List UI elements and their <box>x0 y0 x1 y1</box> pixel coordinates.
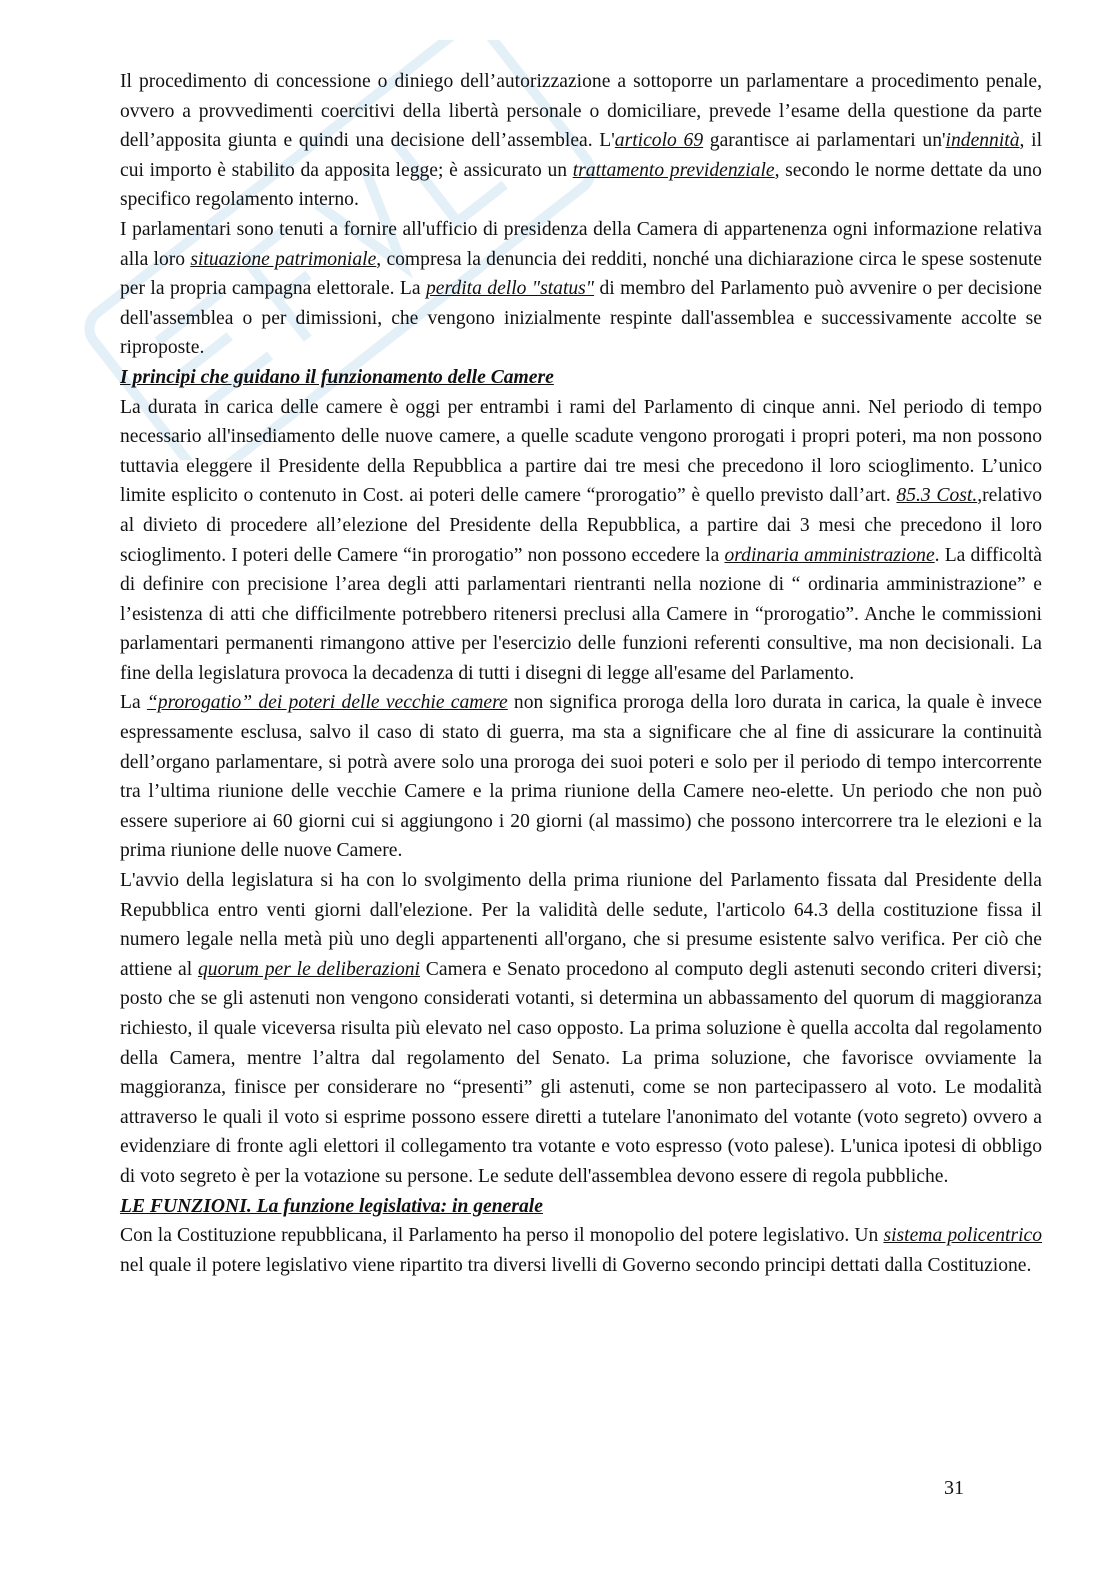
text-run: garantisce ai parlamentari un' <box>703 130 946 152</box>
text-run: ,relativo al divieto di procedere all’elezione del Presidente della Repubblica, a partire dai 3 mesi che precedono il loro scioglimento. I poteri delle Camere “in prorogatio” non possono eccedere la <box>120 485 1042 566</box>
link-sistema-policentrico[interactable]: sistema policentrico <box>883 1225 1043 1247</box>
text-run: La durata in carica delle camere è oggi per entrambi i rami del Parlamento di cinque anni. Nel periodo di tempo necessario all'insediamento delle nuove camere, a quelle scadute vengono prorogati i propri poteri, ma non possono tuttavia eleggere il Presidente della Repubblica a partire dai tre mesi che precedono il loro scioglimento. L’unico limite esplicito o contenuto in Cost. ai poteri delle camere “prorogatio” è quello previsto dall’art. <box>120 396 1042 507</box>
paragraph-prorogatio <box>120 688 1042 866</box>
paragraph-autorizzazione <box>120 67 1042 215</box>
text-run: I parlamentari sono tenuti a fornire all'ufficio di presidenza della Camera di appartenenza ogni informazione relativa alla loro <box>120 218 1042 270</box>
text-run: non significa proroga della loro durata in carica, la quale è invece espressamente esclusa, salvo il caso di stato di guerra, ma sta a significare che al fine di assicurare la continuità dell’organo parlamentare, si potrà avere solo una proroga dei suoi poteri e solo per il periodo di tempo intercorrente tra l’ultima riunione delle vecchie Camere e la prima riunione della Camere neo-elette. Un periodo che non può essere superiore ai 60 giorni cui si aggiungono i 20 giorni (al massimo) che possono intercorrere tra le elezioni e la prima riunione delle nuove Camere. <box>120 692 1042 862</box>
link-situazione-patrimoniale[interactable]: situazione patrimoniale <box>190 248 377 270</box>
text-run: di membro del Parlamento può avvenire o per decisione dell'assemblea o per dimissioni, che vengono inizialmente respinte dall'assemblea e successivamente accolte se riproposte. <box>120 278 1042 359</box>
text-run: La <box>120 692 147 714</box>
link-prorogatio-poteri[interactable]: “prorogatio” dei poteri delle vecchie camere <box>146 692 508 714</box>
link-quorum-deliberazioni[interactable]: quorum per le deliberazioni <box>197 958 420 980</box>
paragraph-durata-camere <box>120 393 1042 689</box>
document-body <box>120 67 1042 1280</box>
text-run: . La difficoltà di definire con precisione l’area degli atti parlamentari rientranti nella nozione di “ ordinaria amministrazione” e l’esistenza di atti che difficilmente potrebbero ritenersi preclusi alla Camere in “prorogatio”. Anche le commissioni parlamentari permanenti rimangono attive per l'esercizio delle funzioni referenti consultive, ma non decisionali. La fine della legislatura provoca la decadenza di tutti i disegni di legge all'esame del Parlamento. <box>120 544 1042 684</box>
link-art-85-3[interactable]: 85.3 Cost. <box>896 485 978 507</box>
text-run: , il cui importo è stabilito da apposita legge; è assicurato un <box>120 130 1043 181</box>
link-trattamento-previdenziale[interactable]: trattamento previdenziale <box>572 159 775 181</box>
link-articolo-69[interactable]: articolo 69 <box>614 130 704 152</box>
link-perdita-status[interactable]: perdita dello "status" <box>426 278 595 300</box>
text-run: Camera e Senato procedono al computo degli astenuti secondo criteri diversi; posto che se gli astenuti non vengono considerati votanti, si determina un abbassamento del quorum di maggioranza richiesto, il quale viceversa risulta più elevato nel caso opposto. La prima soluzione è quella accolta dal regolamento della Camera, mentre l’altra dal regolamento del Senato. La prima soluzione, che favorisce ovviamente la maggioranza, finisce per considerare no “presenti” gli astenuti, come se non partecipassero al voto. Le modalità attraverso le quali il voto si esprime possono essere diretti a tutelare l'anonimato del votante (voto segreto) ovvero a evidenziare di fronte agli elettori il collegamento tra votante e voto espresso (voto palese). L'unica ipotesi di obbligo di voto segreto è per la votazione su persone. Le sedute dell'assemblea devono essere di regola pubbliche. <box>120 958 1043 1187</box>
paragraph-situazione-patrimoniale <box>120 215 1042 363</box>
section-heading-funzioni: LE FUNZIONI. La funzione legislativa: in generale <box>120 1195 543 1217</box>
text-run: nel quale il potere legislativo viene ripartito tra diversi livelli di Governo secondo principi dettati dalla Costituzione. <box>120 1254 1032 1276</box>
link-ordinaria-amministrazione[interactable]: ordinaria amministrazione <box>724 544 935 566</box>
section-heading-principi: I principi che guidano il funzionamento delle Camere <box>120 366 554 388</box>
link-indennita[interactable]: indennità <box>945 130 1020 152</box>
text-run: , secondo le norme dettate da uno specifico regolamento interno. <box>120 159 1042 211</box>
text-run: L'avvio della legislatura si ha con lo svolgimento della prima riunione del Parlamento fissata dal Presidente della Repubblica entro venti giorni dall'elezione. Per la validità delle sedute, l'articolo 64.3 della costituzione fissa il numero legale nella metà più uno degli appartenenti all'organo, che si presume esistente salvo verifica. Per ciò che attiene al <box>120 870 1042 980</box>
text-run: Il procedimento di concessione o diniego dell’autorizzazione a sottoporre un parlamentare a procedimento penale, ovvero a provvedimenti coercitivi della libertà personale o domiciliare, prevede l’esame della questione da parte dell’apposita giunta e quindi una decisione dell’assemblea. L' <box>120 71 1042 152</box>
page-number: 31 <box>944 1477 964 1499</box>
text-run: , compresa la denuncia dei redditi, nonché una dichiarazione circa le spese sostenute per la propria campagna elettorale. La <box>120 248 1043 300</box>
paragraph-avvio-legislatura <box>120 866 1042 1192</box>
paragraph-funzione-legislativa <box>120 1221 1042 1280</box>
text-run: Con la Costituzione repubblicana, il Parlamento ha perso il monopolio del potere legislativo. Un <box>120 1225 884 1247</box>
